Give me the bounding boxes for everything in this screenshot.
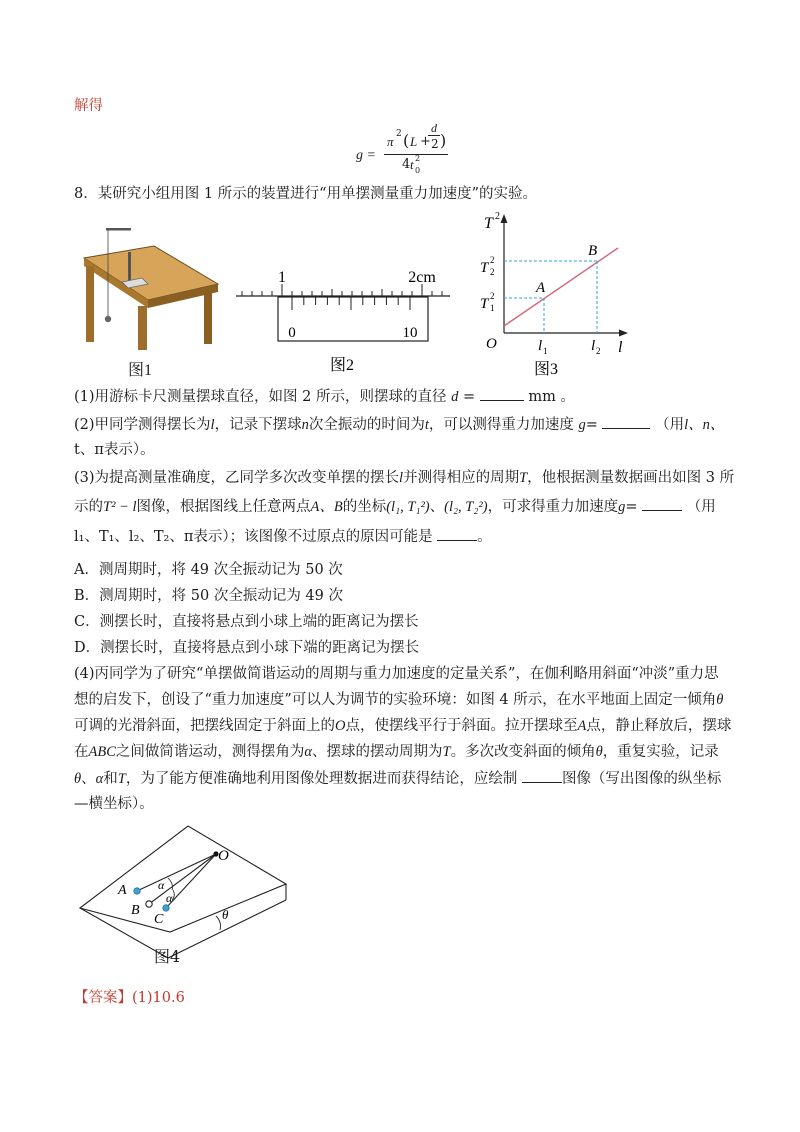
figure-2	[232, 266, 454, 376]
p2-line2: t、π表示）。	[74, 442, 155, 458]
ball-b	[146, 901, 152, 907]
fig2-caption: 图2	[330, 357, 355, 374]
fig3-t1: T	[480, 296, 489, 312]
p2-text-d: ，可以测得重力加速度	[428, 417, 574, 433]
p4-T: T	[442, 744, 451, 760]
p4-l5-text-g: 图像（写出图像的纵坐标	[561, 771, 722, 787]
p3-l2-text-a: 示的	[74, 499, 103, 515]
fig3-l2-sub: 2	[596, 346, 601, 356]
p4-l4-text-c: 、摆球的摆动周期为	[312, 744, 443, 760]
p2-eq: =	[585, 417, 598, 433]
p4-l2-text: 想的启发下，创设了“重力加速度”可以人为调节的实验环境：如图 4 所示，在水平地面上固定一倾角	[74, 692, 717, 708]
part-4-line6: —横坐标）。	[74, 796, 154, 812]
fig3-y-sup: 2	[495, 211, 500, 222]
formula-block: g = π 2 ( L + d 2 ) 4 t 0 2	[356, 121, 447, 175]
fig1-caption: 图1	[128, 362, 153, 379]
ball-c	[163, 905, 169, 911]
formula-four: 4	[402, 157, 411, 172]
fig4-B: B	[131, 903, 140, 918]
p3-var-l: l	[399, 470, 404, 486]
p2-vars: l、n、	[684, 417, 725, 433]
answer-blank-3[interactable]	[642, 496, 682, 511]
fig3-y-axis: T	[484, 215, 493, 232]
p3-expr: T² − l	[103, 499, 137, 515]
fig3-t2: T	[480, 260, 489, 276]
p3-l2-text-c: 的坐标	[342, 499, 387, 515]
formula-two: 2	[431, 137, 439, 151]
fig3-caption: 图3	[534, 361, 559, 378]
p2-text-a: (2)甲同学测得摆长为	[74, 417, 211, 433]
figure-3	[478, 206, 638, 382]
p4-alpha: α	[304, 744, 313, 760]
fig3-t1-sup: 2	[490, 291, 495, 301]
p3-text-b: 并测得相应的周期	[403, 470, 520, 486]
part-4-line1: (4)丙同学为了研究“单摆做简谐运动的周期与重力加速度的定量关系”，在伽利略用斜面“冲淡”重力思	[74, 666, 719, 682]
formula-d: d	[431, 121, 437, 135]
figure-1	[76, 220, 222, 380]
p4-l5-theta: θ	[74, 771, 82, 787]
p3-coord-a: (l₁, T₁²)	[386, 499, 430, 515]
p2-var-g: g	[578, 417, 586, 433]
answer-text: (1)10.6	[132, 990, 185, 1006]
p4-l4-text-a: 在	[74, 744, 89, 760]
p4-l5-text-f: ，为了能方便准确地利用图像处理数据进而获得结论，应绘制	[125, 771, 518, 787]
p4-l3-text-b: 点，使摆线平行于斜面。拉开摆球至	[345, 718, 578, 734]
fig3-t2-sup: 2	[490, 255, 495, 265]
fig3-line	[504, 248, 618, 326]
fig3-x-axis: l	[618, 339, 623, 356]
p3-coord-b: (l₂, T₂²)	[444, 499, 488, 515]
p4-l4-text-b: 之间做简谐运动，测得摆角为	[115, 744, 305, 760]
p4-l4-text-d: 。多次改变斜面的倾角	[450, 744, 596, 760]
p3-sep: 、	[429, 499, 445, 515]
fig3-l2: l	[591, 338, 596, 354]
p1-unit: mm 。	[528, 389, 575, 405]
p4-l5-T: T	[117, 771, 126, 787]
formula-pi-exp: 2	[396, 129, 402, 139]
answer-blank-1[interactable]	[480, 386, 524, 401]
p4-l3-text-a: 可调的光滑斜面，把摆线固定于斜面上的	[74, 718, 335, 734]
solution-label: 解得	[74, 98, 103, 114]
option-a[interactable]: A．测周期时，将 49 次全振动记为 50 次	[74, 562, 343, 578]
fig2-main-label-2: 2cm	[408, 269, 436, 286]
formula-L: L	[410, 134, 418, 149]
p3-text-a: (3)为提高测量准确度，乙同学多次改变单摆的摆长	[74, 470, 400, 486]
option-c[interactable]: C．测摆长时，直接将悬点到小球上端的距离记为摆长	[74, 614, 419, 630]
p2-var-t: t	[424, 417, 429, 433]
fig3-l1-sub: 1	[543, 346, 548, 356]
p4-l4-text-e: ，重复实验，记录	[602, 744, 719, 760]
formula-t: t	[410, 157, 414, 172]
fig3-l1: l	[538, 338, 543, 354]
formula-pi: π	[387, 134, 394, 149]
ball-a	[134, 888, 140, 894]
p3-l2-text-d: ，可求得重力加速度	[487, 499, 619, 515]
fig3-point-a: A	[536, 280, 546, 296]
vernier-scale-ticks	[292, 297, 410, 310]
fig3-point-b: B	[588, 243, 598, 259]
p3-var-T: T	[519, 470, 528, 486]
p2-var-l: l	[210, 417, 215, 433]
p3-l2-text-e: （用	[686, 499, 716, 515]
part-1	[74, 386, 575, 407]
p3-var-g: g	[618, 499, 626, 515]
fig3-origin: O	[486, 336, 497, 352]
p4-theta: θ	[716, 692, 724, 708]
p2-text-b: ，记录下摆球	[214, 417, 302, 433]
p4-theta2: θ	[595, 744, 603, 760]
fig2-vernier-label-10: 10	[402, 325, 418, 341]
p2-var-n: n	[301, 417, 309, 433]
p3-l2-text-b: 图像，根据图线上任意两点	[136, 499, 311, 515]
part-4-line2	[74, 690, 723, 710]
part-2	[74, 414, 724, 435]
p3-points: A、B	[310, 499, 343, 515]
fig4-C: C	[154, 912, 164, 927]
part-3-line2	[74, 496, 716, 517]
p1-var-d: d	[451, 389, 459, 405]
p4-A: A	[577, 718, 587, 734]
p1-text: (1)用游标卡尺测量摆球直径，如图 2 所示，则摆球的直径	[74, 389, 447, 405]
p1-eq: =	[462, 389, 476, 405]
fig4-theta: θ	[222, 907, 229, 922]
p2-text-e: （用	[655, 417, 685, 433]
answer-blank-5[interactable]	[522, 768, 562, 783]
p4-O: O	[335, 718, 346, 734]
p3-l3-text: l₁、T₁、l₂、T₂、π表示）；该图像不过原点的原因可能是	[74, 529, 433, 545]
fig4-A: A	[118, 883, 127, 898]
fig4-caption: 图4	[154, 947, 181, 966]
fig4-alpha1: α	[158, 878, 165, 892]
formula-lhs: g =	[356, 148, 376, 163]
p4-l5-alpha: α	[95, 771, 104, 787]
fig3-t1-sub: 1	[490, 303, 495, 313]
part-4-line3	[74, 716, 731, 736]
p3-l3-end: 。	[477, 529, 492, 545]
formula-t-sub: 0	[415, 166, 421, 175]
fig2-vernier-label-0: 0	[288, 325, 296, 341]
fig4-O: O	[218, 848, 229, 864]
answer-label: 【答案】	[74, 990, 132, 1006]
question-intro: 8．某研究小组用图 1 所示的装置进行“用单摆测量重力加速度”的实验。	[74, 186, 537, 202]
p4-l5-sep: 、	[81, 771, 96, 787]
answer-blank-2[interactable]	[602, 414, 650, 429]
p3-text-c: ，他根据测量数据画出如图 3 所	[527, 470, 735, 486]
fig4-alpha2: α	[166, 891, 173, 905]
answer-line	[74, 988, 185, 1008]
part-4-line5	[74, 768, 721, 789]
figure-4	[76, 822, 290, 970]
part-3-line1	[74, 468, 734, 488]
part-4-line4	[74, 742, 719, 762]
fig2-main-label-1: 1	[278, 269, 286, 286]
fig3-t2-sub: 2	[490, 267, 495, 277]
formula-plus: +	[420, 134, 431, 149]
p3-eq: =	[625, 499, 638, 515]
p2-text-c: 次全振动的时间为	[308, 417, 425, 433]
p4-l3-text-c: 点，静止释放后，摆球	[586, 718, 732, 734]
option-b[interactable]: B．测周期时，将 50 次全振动记为 49 次	[74, 588, 343, 604]
p4-ABC: ABC	[88, 744, 116, 760]
option-d[interactable]: D．测摆长时，直接将悬点到小球下端的距离记为摆长	[74, 640, 420, 656]
p4-l5-and: 和	[103, 771, 118, 787]
part-3-line3	[74, 526, 492, 547]
formula-t-exp: 2	[415, 154, 421, 163]
answer-blank-4[interactable]	[437, 526, 477, 541]
